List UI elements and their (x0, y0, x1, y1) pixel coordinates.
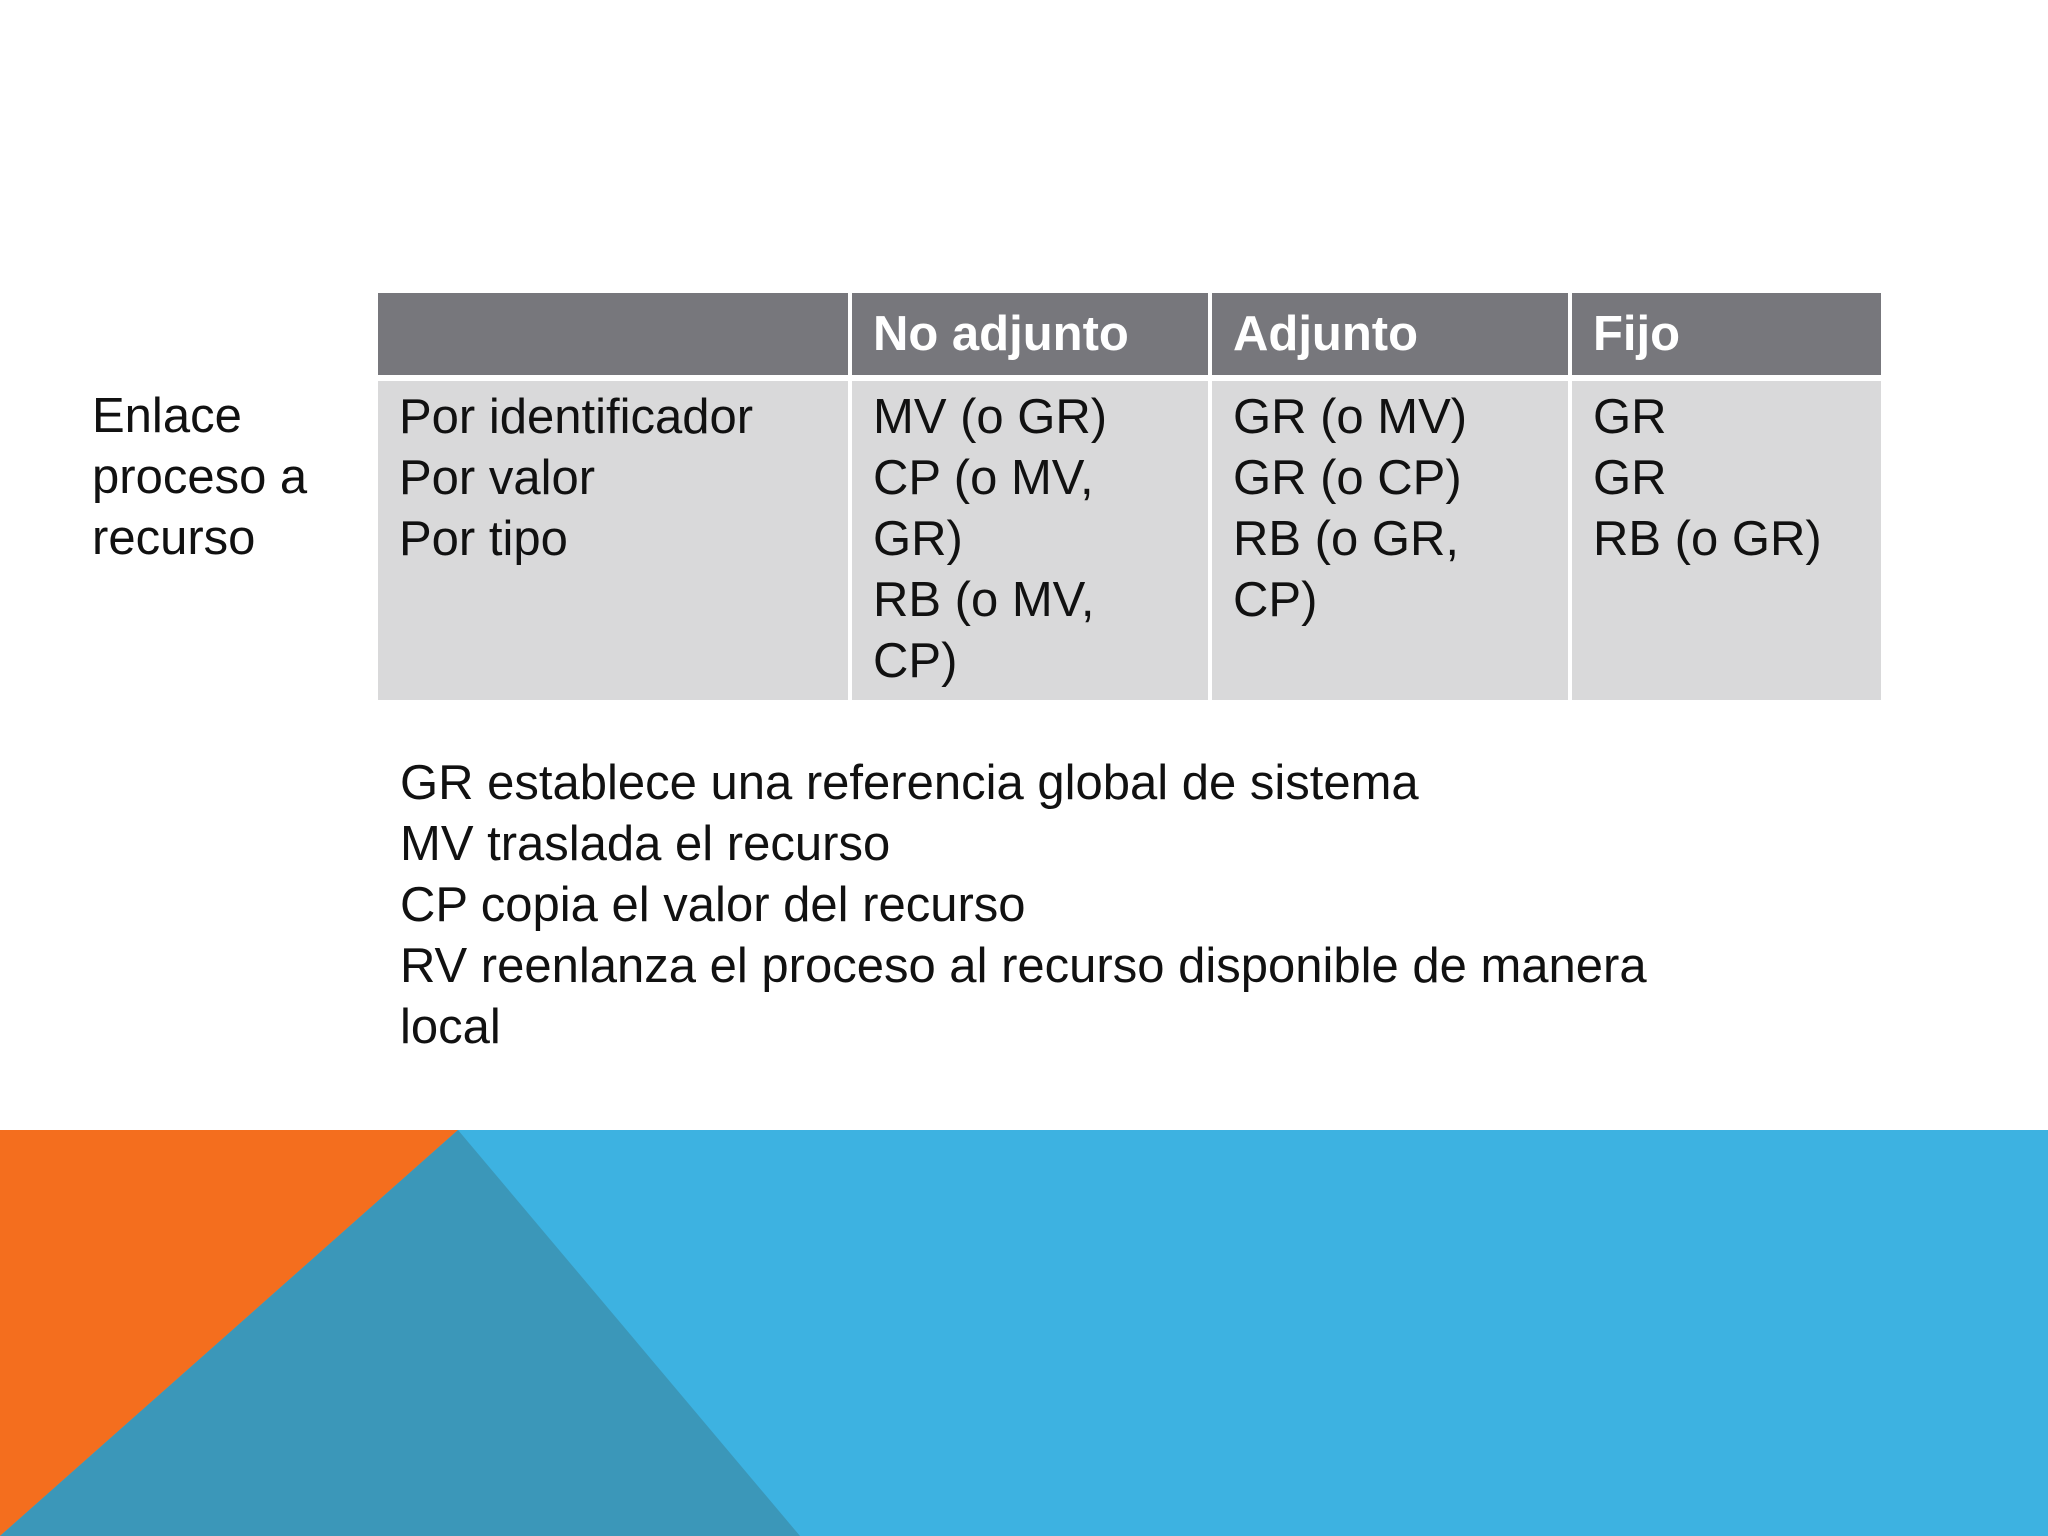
note-line: local (400, 1000, 501, 1054)
header-cell-fijo: Fijo (1570, 293, 1881, 378)
cell-line: RB (o GR, (1233, 512, 1459, 566)
cell-adjunto (1210, 378, 1570, 700)
cell-line: RB (o GR) (1593, 512, 1822, 566)
header-cell-no-adjunto: No adjunto (850, 293, 1210, 378)
note-line: GR establece una referencia global de sistema (400, 756, 1419, 810)
cell-line: CP) (1233, 573, 1318, 627)
cell-line: GR (1593, 451, 1667, 505)
note-line: MV traslada el recurso (400, 817, 891, 871)
cell-binding-types (378, 378, 850, 700)
cell-line: Por identificador (399, 390, 754, 444)
row-label-line: proceso a (92, 450, 308, 504)
cell-line: GR (1593, 390, 1667, 444)
cell-line: MV (o GR) (873, 390, 1108, 444)
legend-notes (400, 753, 1760, 1058)
cell-line: GR (o CP) (1233, 451, 1462, 505)
cell-line: Por valor (399, 451, 596, 505)
header-cell-empty (378, 293, 850, 378)
note-line: RV reenlanza el proceso al recurso disponible de manera (400, 939, 1647, 993)
cell-fijo (1570, 378, 1881, 700)
row-label-line: recurso (92, 511, 256, 565)
footer-decoration (0, 1130, 2048, 1536)
cell-no-adjunto (850, 378, 1210, 700)
cell-line: RB (o MV, (873, 573, 1095, 627)
note-line: CP copia el valor del recurso (400, 878, 1026, 932)
cell-line: Por tipo (399, 512, 568, 566)
row-label-line: Enlace (92, 389, 242, 443)
table-row (378, 378, 1881, 700)
header-cell-adjunto: Adjunto (1210, 293, 1570, 378)
binding-table (378, 293, 1881, 700)
cell-line: CP (o MV, (873, 451, 1094, 505)
cell-line: CP) (873, 634, 958, 688)
cell-line: GR) (873, 512, 963, 566)
table-header-row (378, 293, 1881, 378)
row-label (92, 386, 372, 569)
cell-line: GR (o MV) (1233, 390, 1468, 444)
